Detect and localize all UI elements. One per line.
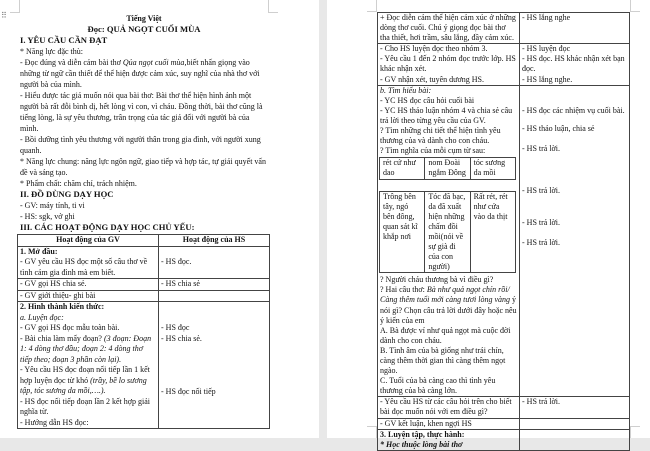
student-activity-cell: [520, 44, 630, 85]
text-run: 3. Luyện tập, thực hành:: [380, 429, 465, 439]
requirements-section: [20, 35, 268, 233]
text-run: - HS đọc các nhiệm vụ cuối bài.: [522, 105, 625, 115]
teacher-activity-line: [380, 440, 517, 450]
teacher-activity-cell: [378, 44, 520, 85]
paragraph: [20, 200, 268, 211]
student-activity-line: [522, 144, 627, 154]
text-run: B. Tình âm của bà giống như trái chín, càng thêm thời gian thì càng thêm ngọt ngào.: [380, 345, 506, 376]
table-row: [378, 13, 630, 44]
text-run: - HS trả lời.: [522, 238, 561, 248]
teacher-activity-line: [380, 13, 517, 43]
text-run: - HS đọc. HS khác nhận xét bạn đọc.: [522, 54, 625, 74]
student-activity-line: [522, 44, 627, 54]
paragraph: [20, 46, 268, 57]
paragraph: [20, 134, 268, 156]
teacher-activity-line: [380, 419, 517, 429]
paragraph: [20, 57, 268, 90]
student-activity-line: [522, 186, 627, 196]
student-activity-line: [522, 106, 627, 116]
table-row: [378, 397, 630, 418]
text-run: A. Bà được ví như quả ngọt mà cuộc đời dành cho con cháu.: [380, 325, 511, 345]
paragraph: [20, 211, 268, 222]
text-run: - GV nhận xét, tuyên dương HS.: [380, 74, 484, 84]
text-run: ? Tìm nghĩa của mỗi cụm từ sau:: [380, 146, 486, 156]
text-run: Bà như quả ngọt chín rồi/ Càng thêm tuổi mới càng tươi lòng vàng: [380, 285, 511, 305]
table-row: [18, 290, 270, 302]
student-activity-cell: [520, 429, 630, 450]
student-activity-cell: [159, 246, 270, 279]
text-run: - HS trả lời.: [522, 397, 561, 407]
text-run: - Bồi dưỡng tình yêu thương với người thân trong gia đình, với người xung quanh.: [20, 135, 261, 155]
teacher-activity-line: [380, 86, 517, 96]
table-row: [18, 279, 270, 291]
crop-mark: [630, 426, 640, 438]
text-run: - HS trả lời.: [522, 185, 561, 195]
teacher-activity-line: [380, 146, 517, 156]
section-heading: I. YÊU CẦU CẦN ĐẠT: [20, 35, 108, 45]
text-run: - Đọc đúng và diễn cảm bài thơ: [20, 58, 123, 67]
teacher-activity-line: [380, 430, 517, 440]
meaning-cell: rét cứ như dao: [380, 158, 425, 179]
meaning-cell: nom Đoài ngắm Đông: [425, 158, 470, 179]
text-run: - HS thảo luận, chia sẻ: [522, 123, 595, 133]
teacher-activity-line: [380, 44, 517, 54]
text-run: - HS trả lời.: [522, 143, 561, 153]
table-row: [18, 302, 270, 429]
text-run: Qủa ngọt cuối mùa: [122, 58, 185, 67]
text-run: * Năng lực chung: năng lực ngôn ngữ, giao tiếp và hợp tác, tự giải quyết vấn đề và sáng tạo.: [20, 157, 266, 177]
text-run: - YC HS thảo luận nhóm 4 và chia sẻ câu trả lời theo từng yêu cầu của GV.: [380, 105, 513, 125]
text-run: - GV kết luận, khen ngợi HS: [380, 418, 472, 428]
teacher-activity-line: [380, 106, 517, 126]
spacer: [380, 182, 517, 190]
text-run: - Cho HS luyện đọc theo nhóm 3.: [380, 44, 488, 54]
teacher-activity-line: [20, 418, 156, 429]
text-run: - Yêu cầu HS đọc đoạn nối tiếp lần 1 kết hợp luyện đọc từ khó: [20, 365, 150, 385]
text-run: - HS trả lời.: [522, 218, 561, 228]
text-run: - HS đọc nối tiếp: [161, 387, 216, 396]
text-run: ? Hai câu thơ:: [380, 285, 427, 295]
teacher-activity-line: [20, 302, 156, 313]
meaning-cell: Rất rét, rét như cứa vào da thịt: [470, 191, 515, 273]
text-run: b. Tìm hiểu bài:: [380, 85, 432, 95]
student-activity-line: [522, 238, 627, 248]
meaning-row: [380, 191, 516, 273]
drag-handle-icon[interactable]: ⠿: [1, 11, 7, 20]
text-run: - HS đọc nối tiếp đoạn lần 2 kết hợp giải nghĩa từ.: [20, 396, 150, 416]
text-run: ? Người cháu thương bà vì điều gì?: [380, 275, 494, 285]
document-page-right: [327, 0, 650, 449]
student-activity-line: [522, 75, 627, 85]
paragraph: [20, 90, 268, 134]
meaning-cell: tóc sương da mồi: [470, 158, 515, 179]
section-heading: III. CÁC HOẠT ĐỘNG DẠY HỌC CHỦ YẾU:: [20, 222, 195, 232]
text-run: - HS lắng nghe.: [522, 74, 573, 84]
crop-mark: [268, 0, 278, 13]
table-row: [378, 418, 630, 429]
student-activity-line: [161, 279, 267, 290]
text-run: - GV yêu cầu HS đọc một số câu thơ về tình cảm gia đình mà em biết.: [20, 257, 148, 277]
text-run: (trầy, bề lo sương tập, tóc sương da mồi,….).: [20, 375, 147, 395]
text-run: ,biết nhấn giọng vào những từ ngữ cần thiết để thể hiện được cảm xúc, suy nghĩ của nhà thơ với người bà của mình.: [20, 58, 260, 89]
student-activity-line: [161, 323, 267, 334]
text-run: - HS chia sẻ: [161, 279, 200, 288]
teacher-activity-line: [20, 334, 156, 366]
text-run: - Hướng dẫn HS đọc:: [20, 417, 89, 427]
text-run: - HS: sgk, vở ghi: [20, 212, 75, 221]
teacher-activity-cell: [18, 302, 159, 429]
meaning-cell: Trông bên tây, ngó bên đông, quan sát kĩ khắp nơi: [380, 191, 425, 273]
student-activity-cell: [520, 85, 630, 397]
teacher-activity-line: [20, 279, 156, 290]
table-header-row: [18, 235, 270, 247]
student-activity-line: [161, 387, 267, 398]
student-activity-cell: [159, 279, 270, 291]
teacher-activity-cell: [18, 290, 159, 302]
crop-mark: [10, 0, 20, 13]
section-heading: II. ĐỒ DÙNG DẠY HỌC: [20, 189, 114, 199]
text-run: * Năng lực đặc thù:: [20, 47, 83, 56]
paragraph: [20, 156, 268, 178]
student-activity-cell: [159, 302, 270, 429]
text-run: (3 đoạn: Đoạn 1: 4 dòng thơ đầu; đoạn 2: 4 dòng thơ tiếp theo; đoạn 3 phần còn lại).: [20, 333, 152, 364]
activities-table-continued: [377, 12, 630, 451]
text-run: - GV gọi HS chia sẻ.: [20, 279, 87, 288]
text-run: - Bài chia làm mấy đoạn?: [20, 333, 104, 343]
teacher-activity-cell: [378, 13, 520, 44]
text-run: * Học thuộc lòng bài thơ: [380, 439, 463, 449]
activities-table: [17, 234, 270, 429]
student-activity-line: [522, 218, 627, 228]
lesson-title: Đọc: QUẢ NGỌT CUỐI MÙA: [87, 24, 201, 34]
teacher-activity-cell: [18, 279, 159, 291]
teacher-activity-line: [20, 257, 156, 278]
header-student-activity: Hoạt động của HS: [159, 235, 270, 247]
teacher-activity-line: [20, 323, 156, 334]
text-run: a. Luyện đọc:: [20, 312, 64, 322]
teacher-activity-line: [380, 275, 517, 285]
text-run: + Đọc diễn cảm thể hiện cảm xúc ở những dòng thơ cuối. Chú ý giọng đọc bài thơ tha thiết, hơi trầm, sâu lắng, đầy cảm xúc.: [380, 13, 516, 43]
crop-mark: [367, 426, 377, 438]
text-run: - GV gọi HS đọc mẫu toàn bài.: [20, 323, 120, 332]
teacher-activity-line: [20, 397, 156, 418]
text-run: - Hiểu được tác giả muốn nói qua bài thơ: Bài thơ thể hiện hình ảnh một người bà rất đỗi bình dị, hết lòng vì con, vì cháu. Đồng thời, bài thơ cũng là tiếng lòng, là sự yêu thương, trân trọng của tác giả đối với người bà của mình.: [20, 91, 263, 133]
text-run: - HS luyện đọc: [522, 44, 571, 54]
teacher-activity-line: [20, 313, 156, 324]
text-run: - YC HS đọc câu hỏi cuối bài: [380, 95, 475, 105]
teacher-activity-line: [380, 75, 517, 85]
student-activity-line: [522, 124, 627, 134]
meaning-table: [379, 191, 516, 274]
teacher-activity-cell: [378, 397, 520, 418]
student-activity-cell: [159, 290, 270, 302]
text-run: - Yêu cầu 1 đến 2 nhóm đọc trước lớp. HS khác nhận xét.: [380, 54, 516, 74]
text-run: - HS chia sẻ.: [161, 333, 202, 343]
student-activity-cell: [520, 13, 630, 44]
teacher-activity-line: [20, 365, 156, 397]
text-run: C. Tuổi của bà càng cao thì tình yêu thương của bà càng lớn.: [380, 376, 496, 396]
text-run: * Phẩm chất: chăm chỉ, trách nhiệm.: [20, 179, 137, 188]
meaning-cell: Tóc đã bạc, da đã xuất hiện những chấm đồi mồi(nói về sự già đi của con người): [425, 191, 470, 273]
crop-mark: [367, 0, 377, 12]
teacher-activity-line: [380, 54, 517, 74]
teacher-activity-line: [380, 346, 517, 376]
teacher-activity-cell: [378, 85, 520, 397]
teacher-activity-line: [380, 96, 517, 106]
teacher-activity-line: [380, 126, 517, 146]
student-activity-cell: [520, 397, 630, 418]
teacher-activity-line: [380, 376, 517, 396]
document-page-left: [0, 0, 319, 438]
student-activity-line: [161, 257, 267, 268]
header-teacher-activity: Hoạt động của GV: [18, 235, 159, 247]
left-page-body: [20, 13, 268, 429]
student-activity-line: [161, 334, 267, 345]
subject-heading: Tiếng Việt: [126, 14, 162, 23]
teacher-activity-cell: [18, 246, 159, 279]
text-run: - GV giới thiệu- ghi bài: [20, 290, 96, 300]
teacher-activity-cell: [378, 418, 520, 429]
text-run: - HS lắng nghe: [522, 13, 571, 22]
text-run: ý nói gì? Chọn câu trả lời dưới đây hoặc nêu ý kiến của em: [380, 295, 517, 325]
table-row: [378, 85, 630, 397]
table-row: [378, 44, 630, 85]
text-run: - Yêu cầu HS từ các câu hỏi trên cho biết bài đọc muốn nói với em điều gì?: [380, 397, 512, 417]
text-run: ? Tìm những chi tiết thể hiện tình yêu thương của và dành cho con cháu.: [380, 126, 501, 146]
text-run: - HS đọc: [161, 323, 190, 332]
table-row: [378, 429, 630, 450]
teacher-activity-cell: [378, 429, 520, 450]
text-run: - HS đọc.: [161, 256, 192, 266]
student-activity-cell: [520, 418, 630, 429]
text-run: 1. Mở đầu:: [20, 246, 58, 256]
teacher-activity-line: [20, 247, 156, 258]
table-row: [18, 246, 270, 279]
paragraph: [20, 178, 268, 189]
teacher-activity-line: [20, 291, 156, 302]
crop-mark: [630, 0, 640, 12]
student-activity-line: [522, 13, 627, 23]
text-run: 2. Hình thành kiến thức:: [20, 302, 105, 311]
teacher-activity-line: [380, 326, 517, 346]
teacher-activity-line: [380, 397, 517, 417]
student-activity-line: [522, 397, 627, 407]
meaning-table: [379, 157, 516, 179]
meaning-row: [380, 158, 516, 179]
student-activity-line: [522, 54, 627, 74]
teacher-activity-line: [380, 285, 517, 325]
text-run: - GV: máy tính, ti vi: [20, 201, 85, 210]
